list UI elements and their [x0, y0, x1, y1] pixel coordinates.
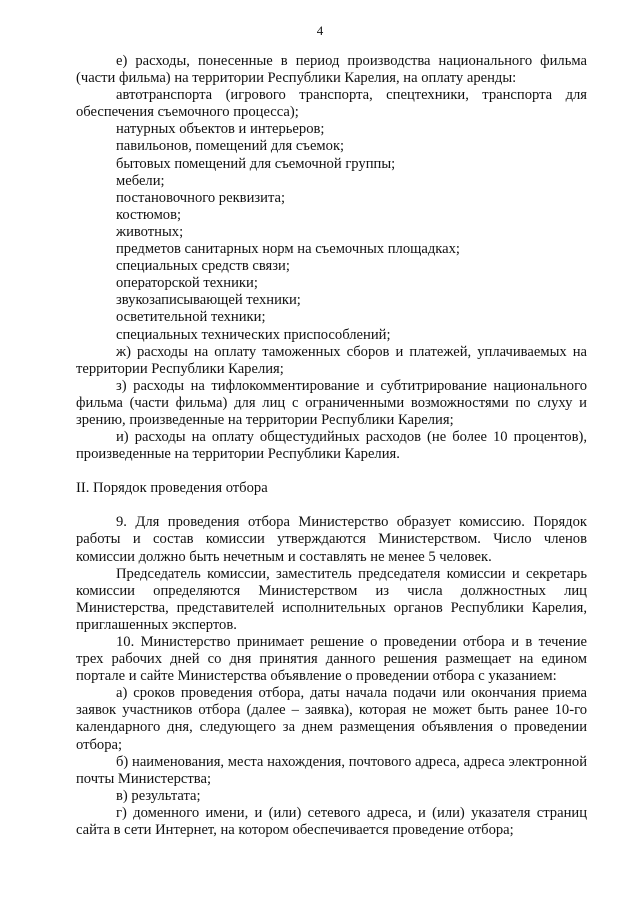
paragraph-9: 9. Для проведения отбора Министерство образует комиссию. Порядок работы и состав комиссии утверждаются Министерством. Число членов комиссии должно быть нечетным и составлять не менее 5 человек.	[76, 514, 587, 565]
list-item-vehicles: автотранспорта (игрового транспорта, спецтехники, транспорта для обеспечения съемочного процесса);	[76, 87, 587, 121]
paragraph-z: з) расходы на тифлокомментирование и субтитрирование национального фильма (части фильма) для лиц с ограниченными возможностями по слуху и зрению, произведенные на территории Республики Карелия;	[76, 377, 587, 428]
list-item-props: постановочного реквизита;	[116, 189, 286, 206]
list-item-costumes: костюмов;	[116, 206, 182, 223]
paragraph-10-b: б) наименования, места нахождения, почтового адреса, адреса электронной почты Министерства;	[76, 753, 587, 787]
paragraph-10-g: г) доменного имени, и (или) сетевого адреса, и (или) указателя страниц сайта в сети Интернет, на котором обеспечивается проведение отбора;	[76, 804, 587, 839]
list-item-furniture: мебели;	[116, 172, 165, 189]
list-item-communications: специальных средств связи;	[116, 258, 290, 275]
list-item-lighting: осветительной техники;	[116, 309, 266, 326]
paragraph-10-a: а) сроков проведения отбора, даты начала подачи или окончания приема заявок участников отбора (далее – заявка), которая не может быть ранее 10-го календарного дня, следующего за днем размещения объявления о проведении отбора;	[76, 685, 587, 753]
paragraph-e: е) расходы, понесенные в период производства национального фильма (части фильма) на территории Республики Карелия, на оплату аренды:	[76, 53, 587, 87]
section-heading: II. Порядок проведения отбора	[76, 480, 268, 497]
paragraph-i: и) расходы на оплату общестудийных расходов (не более 10 процентов), произведенные на территории Республики Карелия.	[76, 429, 587, 463]
list-item-sound-equipment: звукозаписывающей техники;	[116, 292, 301, 309]
list-item-special-devices: специальных технических приспособлений;	[116, 326, 391, 343]
list-item-pavilions: павильонов, помещений для съемок;	[116, 138, 345, 155]
page-number: 4	[316, 23, 324, 38]
paragraph-zh: ж) расходы на оплату таможенных сборов и платежей, уплачиваемых на территории Республики Карелия;	[76, 343, 587, 377]
paragraph-chairman: Председатель комиссии, заместитель председателя комиссии и секретарь комиссии определяются Министерством из числа должностных лиц Министерства, представителей исполнительных органов Республики Карелия, приглашенных экспертов.	[76, 565, 587, 633]
list-item-animals: животных;	[116, 223, 184, 240]
list-item-household-rooms: бытовых помещений для съемочной группы;	[116, 155, 396, 172]
paragraph-10: 10. Министерство принимает решение о проведении отбора и в течение трех рабочих дней со дня принятия данного решения размещает на едином портале и сайте Министерства объявление о проведении отбора с указанием:	[76, 634, 587, 685]
list-item-natural-objects: натурных объектов и интерьеров;	[116, 121, 325, 138]
list-item-sanitary: предметов санитарных норм на съемочных площадках;	[116, 241, 460, 258]
document-body	[76, 53, 587, 839]
list-item-camera-equipment: операторской техники;	[116, 275, 258, 292]
paragraph-10-v: в) результата;	[116, 787, 201, 804]
